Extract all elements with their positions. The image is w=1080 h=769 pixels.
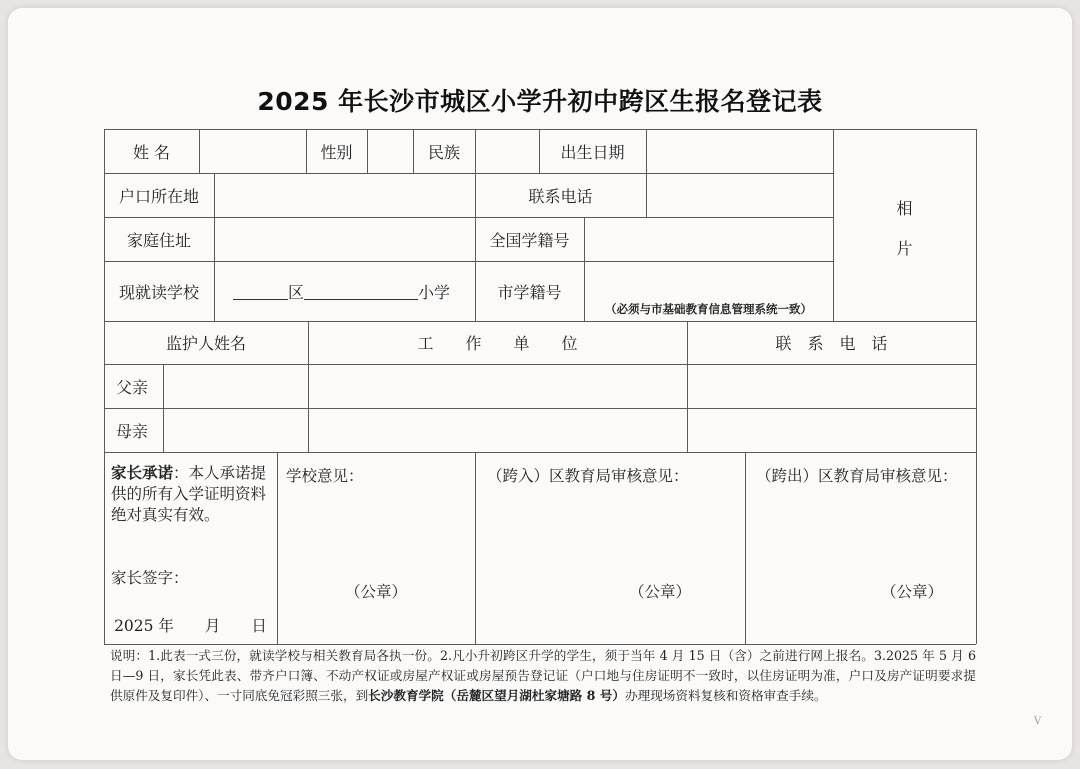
address-field[interactable] xyxy=(214,217,475,261)
photo-box[interactable] xyxy=(833,129,976,321)
gender-field[interactable] xyxy=(367,129,413,173)
guardian-phone-header: 联 系 电 话 xyxy=(775,334,888,353)
name-label: 姓 名 xyxy=(132,142,171,162)
corner-watermark: V xyxy=(1034,716,1042,727)
transfer-in-opinion-label: （跨入）区教育局审核意见： xyxy=(487,467,689,485)
father-phone-field[interactable] xyxy=(687,364,976,408)
contact-phone-field[interactable] xyxy=(646,173,833,217)
city-student-id-note: （必须与市基础教育信息管理系统一致） xyxy=(605,302,812,316)
form-title: 2025 年长沙市城区小学升初中跨区生报名登记表 xyxy=(257,87,823,116)
school-blank[interactable] xyxy=(304,283,418,300)
transfer-out-seal: （公章） xyxy=(880,583,943,601)
pledge-heading: 家长承诺 xyxy=(111,463,174,482)
city-student-id-field[interactable] xyxy=(584,261,833,321)
birthdate-label: 出生日期 xyxy=(560,142,625,162)
mother-name-field[interactable] xyxy=(163,408,308,452)
current-school-field[interactable] xyxy=(214,261,475,321)
mother-work-field[interactable] xyxy=(308,408,687,452)
city-student-id-label: 市学籍号 xyxy=(497,282,562,302)
parent-signature-label: 家长签字： xyxy=(111,569,189,587)
hukou-field[interactable] xyxy=(214,173,475,217)
work-unit-header: 工 作 单 位 xyxy=(417,334,578,353)
instructions-text: 说明：1.此表一式三份，就读学校与相关教育局各执一份。2.凡小升初跨区升学的学生，须于当年 4 月 15 日（含）之前进行网上报名。3.2025 年 5 月 6 日—9 日，家长凭此表、带齐户口簿、不动产权证或房屋产权证或房屋预告登记证（户口地与住房证明不一致时，以住房证明为准，户口及房产证明要求提供原件及复印件）、一寸同底免冠彩照三张，到 xyxy=(110,648,976,703)
form-instructions xyxy=(110,646,976,706)
instructions-end: 办理现场资料复核和资格审查手续。 xyxy=(625,688,827,703)
pledge-text: ：本人承诺提供的所有入学证明资料绝对真实有效。 xyxy=(111,464,267,524)
transfer-out-opinion-label: （跨出）区教育局审核意见： xyxy=(756,467,958,485)
name-field[interactable] xyxy=(199,129,306,173)
hukou-label: 户口所在地 xyxy=(118,186,199,206)
photo-label-1: 相 xyxy=(896,199,913,218)
mother-label: 母亲 xyxy=(116,421,149,441)
birthdate-field[interactable] xyxy=(646,129,833,173)
father-name-field[interactable] xyxy=(163,364,308,408)
photo-label-2: 片 xyxy=(896,239,913,258)
national-student-id-label: 全国学籍号 xyxy=(489,230,570,250)
district-suffix: 区 xyxy=(288,282,305,302)
father-work-field[interactable] xyxy=(308,364,687,408)
gender-label: 性别 xyxy=(320,142,353,162)
guardian-name-header: 监护人姓名 xyxy=(165,334,246,353)
current-school-label: 现就读学校 xyxy=(118,282,199,302)
district-blank[interactable] xyxy=(233,283,288,300)
ethnicity-label: 民族 xyxy=(427,142,460,162)
venue-address: 长沙教育学院（岳麓区望月湖杜家塘路 8 号） xyxy=(368,688,625,703)
parent-pledge xyxy=(111,462,271,526)
school-seal: （公章） xyxy=(344,583,407,601)
father-label: 父亲 xyxy=(116,377,149,397)
school-opinion-label: 学校意见： xyxy=(286,467,364,485)
mother-phone-field[interactable] xyxy=(687,408,976,452)
signature-date: 2025 年 月 日 xyxy=(114,617,267,635)
transfer-in-seal: （公章） xyxy=(628,583,691,601)
ethnicity-field[interactable] xyxy=(475,129,539,173)
school-suffix: 小学 xyxy=(418,282,451,302)
address-label: 家庭住址 xyxy=(126,230,191,250)
national-student-id-field[interactable] xyxy=(584,217,833,261)
contact-phone-label: 联系电话 xyxy=(528,186,593,206)
